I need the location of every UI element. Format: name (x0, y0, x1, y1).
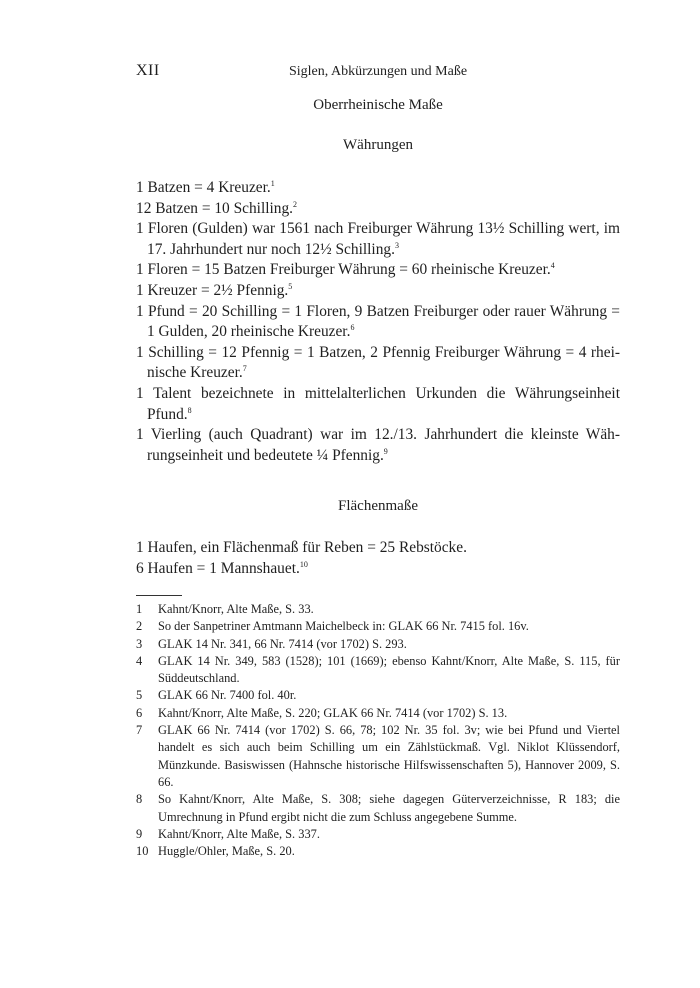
footnote-ref[interactable]: 3 (394, 240, 399, 250)
area-measure-list (136, 538, 620, 579)
area-entry (136, 538, 620, 559)
currency-entry (136, 178, 620, 199)
page-number: XII (136, 62, 160, 79)
currency-entry (136, 425, 620, 466)
footnote-text: Kahnt/Knorr, Alte Maße, S. 220; GLAK 66 Nr. 7414 (vor 1702) S. 13. (158, 705, 508, 720)
footnote (136, 687, 620, 704)
footnote-number: 9 (136, 826, 143, 841)
footnote (136, 653, 620, 688)
footnote-number: 2 (136, 619, 143, 634)
section-title: Oberrheinische Maße (313, 97, 443, 113)
entry-text: 1 Batzen = 4 Kreuzer. (136, 179, 271, 196)
footnote-ref[interactable]: 7 (242, 364, 247, 374)
footnote-text: GLAK 66 Nr. 7400 fol. 40r. (158, 688, 297, 703)
subheading-currencies: Währungen (343, 137, 413, 153)
footnote-text: GLAK 14 Nr. 349, 583 (1528); 101 (1669); ebenso Kahnt/Knorr, Alte Maße, S. 115, für Süddeutschland. (158, 653, 620, 686)
running-title: Siglen, Abkürzungen und Maße (288, 64, 468, 79)
footnote-text: Kahnt/Knorr, Alte Maße, S. 337. (158, 826, 320, 841)
footnote-ref[interactable]: 1 (270, 179, 275, 188)
footnote-number: 3 (136, 636, 143, 651)
currency-list (136, 178, 620, 466)
currency-entry (136, 384, 620, 425)
footnote-number: 1 (136, 602, 143, 616)
entry-text: 1 Talent bezeichnete in mittelalterlichen Urkunden die Währungseinheit Pfund. (136, 384, 620, 423)
subheading-area-measures: Flächenmaße (338, 498, 418, 514)
currency-entry (136, 260, 620, 281)
footnote-text: GLAK 66 Nr. 7414 (vor 1702) S. 66, 78; 102 Nr. 35 fol. 3v; wie bei Pfund und Viertel handelt es sich auch beim Schilling um ein Zählstückmaß. Vgl. Niklot Klüssendorf, Münzkunde. Basiswissen (Hahnsche historische Hilfswissenschaften 5), Hannover 2009, S. 66. (158, 723, 620, 789)
footnote (136, 636, 620, 653)
footnote (136, 791, 620, 826)
footnote-ref[interactable]: 5 (288, 281, 293, 291)
entry-text: 1 Floren (Gulden) war 1561 nach Freiburger Währung 13½ Schilling wert, im 17. Jahrhundert nur noch 12½ Schilling. (136, 220, 620, 258)
footnote-number: 5 (136, 688, 143, 703)
footnote-number: 4 (136, 653, 143, 668)
footnote-number: 7 (136, 723, 143, 738)
entry-text: 1 Floren = 15 Batzen Freiburger Währung = 60 rheinische Kreuzer. (136, 261, 551, 279)
footnote-number: 10 (136, 844, 149, 859)
entry-text: 1 Haufen, ein Flächenmaß für Reben = 25 Rebstöcke. (136, 539, 467, 556)
footnote-ref[interactable]: 8 (187, 405, 192, 415)
currency-entry (136, 281, 620, 302)
footnote-list (136, 601, 620, 860)
footnote-text: Kahnt/Knorr, Alte Maße, S. 33. (158, 602, 314, 616)
footnote (136, 705, 620, 722)
footnote-ref[interactable]: 4 (550, 261, 555, 271)
footnote (136, 826, 620, 843)
currency-entry (136, 199, 620, 220)
entry-text: 1 Pfund = 20 Schilling = 1 Floren, 9 Batzen Freiburger oder rauer Währung = 1 Gulden, 20 rheinische Kreuzer. (136, 302, 620, 341)
entry-text: 1 Schilling = 12 Pfennig = 1 Batzen, 2 Pfennig Freiburger Währung = 4 rheinische Kreuzer. (136, 343, 620, 382)
running-header (136, 62, 620, 82)
entry-text: 1 Kreuzer = 2½ Pfennig. (136, 281, 289, 299)
footnote-number: 6 (136, 705, 143, 720)
footnote-text: Huggle/Ohler, Maße, S. 20. (158, 844, 295, 859)
footnote-ref[interactable]: 2 (293, 199, 298, 209)
footnote-ref[interactable]: 6 (350, 323, 355, 333)
currency-entry (136, 343, 620, 384)
entry-text: 12 Batzen = 10 Schilling. (136, 199, 294, 217)
footnote-text: GLAK 14 Nr. 341, 66 Nr. 7414 (vor 1702) S. 293. (158, 636, 407, 651)
footnote (136, 601, 620, 618)
footnote-number: 8 (136, 792, 143, 807)
footnote-text: So Kahnt/Knorr, Alte Maße, S. 308; siehe dagegen Güterverzeichnisse, R 183; die Umrechnung in Pfund ergibt nicht die zum Schluss angegebene Summe. (158, 792, 620, 824)
footnote-ref[interactable]: 10 (299, 559, 308, 569)
entry-text: 1 Vierling (auch Quadrant) war im 12./13. Jahrhundert die kleinste Währungseinheit und bedeutete ¼ Pfennig. (136, 426, 620, 464)
currency-entry (136, 219, 620, 260)
footnote-text: So der Sanpetriner Amtmann Maichelbeck in: GLAK 66 Nr. 7415 fol. 16v. (158, 619, 529, 634)
footnote (136, 618, 620, 635)
footnote-separator (136, 595, 182, 596)
footnote (136, 722, 620, 791)
area-entry (136, 559, 620, 580)
footnote-ref[interactable]: 9 (383, 446, 388, 456)
entry-text: 6 Haufen = 1 Mannshauet. (136, 559, 300, 577)
currency-entry (136, 302, 620, 343)
footnote (136, 843, 620, 860)
